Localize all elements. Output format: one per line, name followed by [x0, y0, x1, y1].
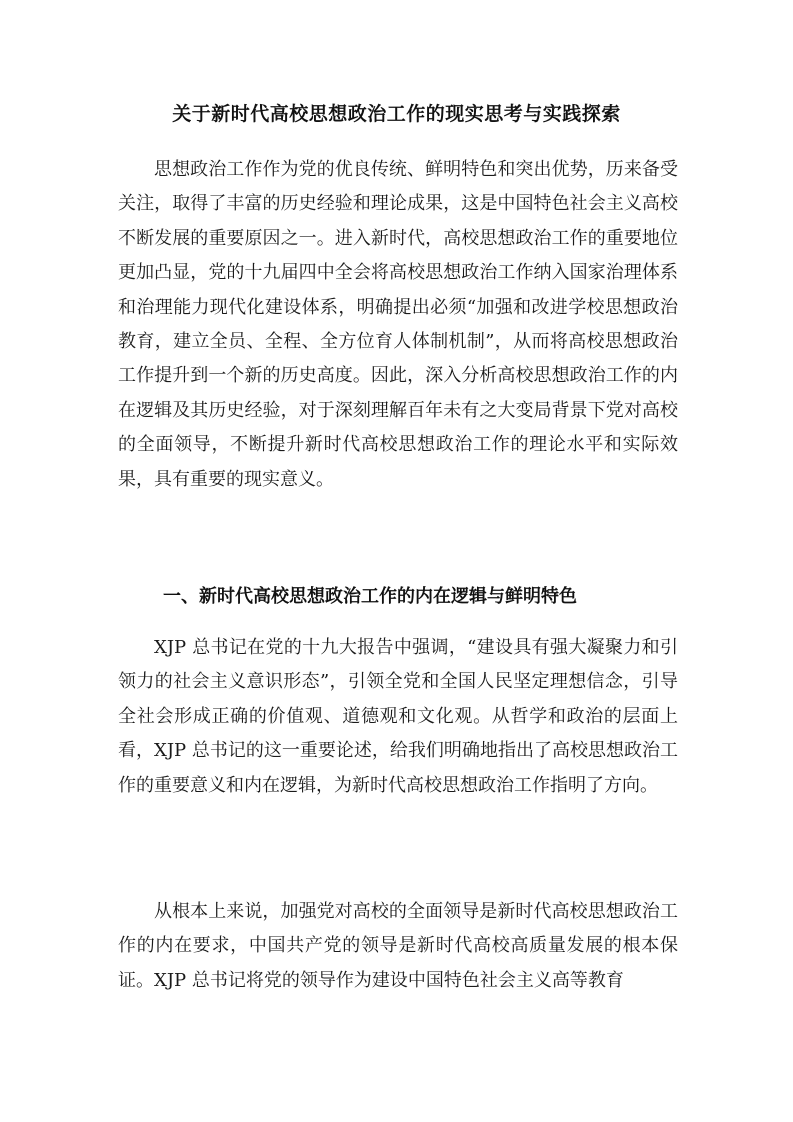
body-paragraph: 从根本上来说，加强党对高校的全面领导是新时代高校思想政治工作的内在要求，中国共产党的领导是新时代高校高质量发展的根本保证。XJP 总书记将党的领导作为建设中国特色社会主义高等教育 [118, 901, 678, 991]
intro-paragraph: 思想政治工作作为党的优良传统、鲜明特色和突出优势，历来备受关注，取得了丰富的历史经验和理论成果，这是中国特色社会主义高校不断发展的重要原因之一。进入新时代，高校思想政治工作的重要地位更加凸显，党的十九届四中全会将高校思想政治工作纳入国家治理体系和治理能力现代化建设体系，明确提出必须“加强和改进学校思想政治教育，建立全员、全程、全方位育人体制机制”，从而将高校思想政治工作提升到一个新的历史高度。因此，深入分析高校思想政治工作的内在逻辑及其历史经验，对于深刻理解百年未有之大变局背景下党对高校的全面领导，不断提升新时代高校思想政治工作的理论水平和实际效果，具有重要的现实意义。 [118, 159, 678, 490]
section-heading: 一、新时代高校思想政治工作的内在逻辑与鲜明特色 [163, 586, 577, 607]
document-title: 关于新时代高校思想政治工作的现实思考与实践探索 [172, 103, 621, 125]
body-paragraph: XJP 总书记在党的十九大报告中强调，“建设具有强大凝聚力和引领力的社会主义意识形态”，引领全党和全国人民坚定理想信念，引导全社会形成正确的价值观、道德观和文化观。从哲学和政治的层面上看，XJP 总书记的这一重要论述，给我们明确地指出了高校思想政治工作的重要意义和内在逻辑，为新时代高校思想政治工作指明了方向。 [118, 637, 678, 796]
